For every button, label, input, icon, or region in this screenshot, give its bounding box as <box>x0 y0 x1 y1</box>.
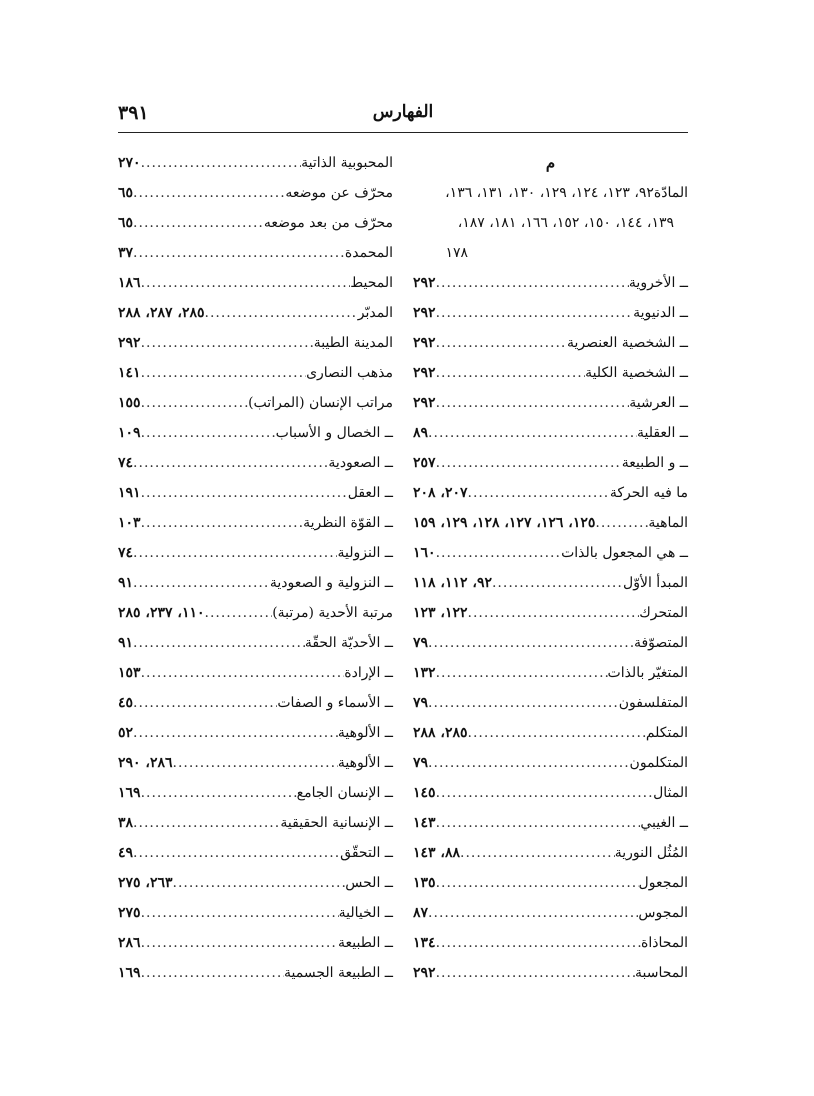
page-references: ١٨٦ <box>118 275 141 291</box>
index-term: ــ الألوهية <box>337 755 393 771</box>
index-entry <box>413 838 688 868</box>
index-term: المتكلمون <box>629 755 688 771</box>
dot-leader <box>205 598 273 628</box>
index-entry <box>413 778 688 808</box>
index-term: ــ الطبيعة الجسمية <box>284 965 393 981</box>
index-entry <box>413 568 688 598</box>
index-term: ــ الألوهية <box>337 725 393 741</box>
dot-leader <box>141 388 249 418</box>
index-entry <box>118 208 393 238</box>
dot-leader <box>436 388 630 418</box>
dot-leader <box>428 748 630 778</box>
page-references: ٢٨٥، ٢٨٧، ٢٨٨ <box>118 305 205 321</box>
index-term: المدبّر <box>357 305 393 321</box>
index-entry <box>118 418 393 448</box>
index-term: محرّف من بعد موضعه <box>263 215 393 231</box>
page-references: ٧٤ <box>118 545 134 561</box>
dot-leader <box>133 178 285 208</box>
index-term: ــ العرشية <box>629 395 688 411</box>
dot-leader <box>133 568 270 598</box>
index-entry <box>413 598 688 628</box>
index-term: ــ الدنيوية <box>633 305 688 321</box>
dot-leader <box>428 418 637 448</box>
index-term: مذهب النصارى <box>306 365 393 381</box>
index-entry <box>413 268 688 298</box>
index-entry <box>118 928 393 958</box>
dot-leader <box>436 778 654 808</box>
index-entry <box>413 328 688 358</box>
index-entry <box>413 688 688 718</box>
index-entry <box>413 508 688 538</box>
index-entry <box>413 958 688 988</box>
index-term: ــ النزولية <box>337 545 393 561</box>
page-references: ١٤٣ <box>413 815 436 831</box>
index-entry <box>118 658 393 688</box>
index-entry <box>413 898 688 928</box>
page-references: ١٦٩ <box>118 785 141 801</box>
page-references: ٨٩ <box>413 425 429 441</box>
index-term: ما فيه الحركة <box>609 485 688 501</box>
index-term: ــ الأسماء و الصفات <box>277 695 393 711</box>
index-entry <box>118 388 393 418</box>
index-term: ــ القوّة النظرية <box>303 515 393 531</box>
page-references: ٧٩ <box>413 695 429 711</box>
page-references: ١٩١ <box>118 485 141 501</box>
dot-leader <box>436 358 586 388</box>
index-entry-continued-line-1: المادّة٩٢، ١٢٣، ١٢٤، ١٢٩، ١٣٠، ١٣١، ١٣٦، <box>445 185 688 201</box>
index-entry <box>118 178 393 208</box>
page-references: ٢٧٥ <box>118 905 141 921</box>
page-references: ٢٩٢ <box>413 395 436 411</box>
page-references: ١٣٢ <box>413 665 436 681</box>
dot-leader <box>133 718 338 748</box>
index-entry <box>118 508 393 538</box>
page-references: ١٢٥، ١٢٦، ١٢٧، ١٢٨، ١٢٩، ١٥٩ <box>413 515 596 531</box>
index-term: المبدأ الأوّل <box>623 575 688 591</box>
page-header <box>118 100 688 130</box>
index-term: المُثُل النورية <box>614 845 688 861</box>
page-references: ٧٩ <box>413 635 429 651</box>
page-references: ٩١ <box>118 575 134 591</box>
page-references: ٤٥ <box>118 695 134 711</box>
page-references: ٣٨ <box>118 815 134 831</box>
dot-leader <box>492 568 623 598</box>
index-term: مراتب الإنسان (المراتب) <box>248 395 393 411</box>
dot-leader <box>436 448 622 478</box>
index-entry <box>413 538 688 568</box>
index-term: المجوس <box>638 905 688 921</box>
index-term: المتصوّفة <box>633 635 688 651</box>
index-term: ــ الحس <box>345 875 393 891</box>
page-references: ٢٨٦، ٢٩٠ <box>118 755 173 771</box>
index-term: محرّف عن موضعه <box>285 185 393 201</box>
page-references: ١٦٠ <box>413 545 436 561</box>
dot-leader <box>133 688 277 718</box>
page-references: ٢٩٢ <box>413 305 436 321</box>
index-column-right <box>413 148 688 988</box>
index-term: ــ العقلية <box>636 425 688 441</box>
dot-leader <box>173 748 338 778</box>
page-references: ٦٥ <box>118 215 134 231</box>
page-references: ١٤١ <box>118 365 141 381</box>
dot-leader <box>141 148 302 178</box>
page-references: ٢٩٢ <box>413 965 436 981</box>
page-references: ٢٩٢ <box>413 275 436 291</box>
dot-leader <box>141 658 345 688</box>
dot-leader <box>428 688 619 718</box>
index-term: مرتبة الأحدية (مرتبة) <box>272 605 393 621</box>
index-entry-continued-line-2: ١٣٩، ١٤٤، ١٥٠، ١٥٢، ١٦٦، ١٨١، ١٨٧، <box>457 215 674 231</box>
dot-leader <box>468 478 610 508</box>
index-entry <box>413 748 688 778</box>
index-term: ــ الطبيعة <box>337 935 393 951</box>
index-term: ــ الأخروية <box>628 275 688 291</box>
index-entry <box>413 298 688 328</box>
dot-leader <box>436 298 634 328</box>
dot-leader <box>460 838 615 868</box>
index-term: ــ الصعودية <box>328 455 393 471</box>
section-letter: م <box>545 154 556 172</box>
index-term: الماهية <box>648 515 688 531</box>
index-term: ــ الإرادة <box>344 665 393 681</box>
page-references: ٢٥٧ <box>413 455 436 471</box>
index-term: ــ الشخصية العنصرية <box>566 335 688 351</box>
index-term: المحاسبة <box>634 965 688 981</box>
dot-leader <box>133 808 280 838</box>
dot-leader <box>205 298 358 328</box>
index-term: المدينة الطيبة <box>313 335 393 351</box>
index-entry <box>118 688 393 718</box>
index-term: ــ الخيالية <box>338 905 393 921</box>
index-entry <box>118 958 393 988</box>
index-term: المثال <box>653 785 688 801</box>
page-references: ٣٧ <box>118 245 134 261</box>
page-references: ٧٩ <box>413 755 429 771</box>
index-entry <box>413 418 688 448</box>
index-term: المتغيّر بالذات <box>607 665 688 681</box>
index-term: المحيط <box>350 275 393 291</box>
index-entry <box>118 538 393 568</box>
page-references: ١٢٢، ١٢٣ <box>413 605 468 621</box>
index-entry <box>118 748 393 778</box>
index-term: ــ الغيبي <box>640 815 688 831</box>
index-term: المحبوبية الذاتية <box>301 155 393 171</box>
dot-leader <box>141 778 297 808</box>
page-number: ٣٩١ <box>118 102 149 124</box>
page-references: ٢٨٥، ٢٨٨ <box>413 725 468 741</box>
running-title: الفهارس <box>372 102 434 122</box>
index-term: ــ و الطبيعة <box>621 455 688 471</box>
index-entry <box>118 838 393 868</box>
index-entry <box>118 148 393 178</box>
dot-leader <box>436 268 629 298</box>
index-term: المتحرك <box>639 605 688 621</box>
index-term: المتكلم <box>645 725 688 741</box>
index-entry <box>413 448 688 478</box>
dot-leader <box>428 628 634 658</box>
page-references: ٢٧٠ <box>118 155 141 171</box>
page-references: ١٦٩ <box>118 965 141 981</box>
page-references: ٢٩٢ <box>413 335 436 351</box>
dot-leader <box>436 808 641 838</box>
page-references: ١٠٩ <box>118 425 141 441</box>
dot-leader <box>141 418 276 448</box>
index-entry <box>118 238 393 268</box>
page-references: ٢٩٢ <box>118 335 141 351</box>
dot-leader <box>133 208 264 238</box>
index-term: ــ الإنسان الجامع <box>296 785 393 801</box>
index-entries-right <box>413 268 688 988</box>
index-entry <box>413 868 688 898</box>
index-entry <box>118 268 393 298</box>
index-term: ــ الأحديّة الحقّة <box>304 635 393 651</box>
dot-leader <box>436 868 639 898</box>
index-entry <box>413 718 688 748</box>
dot-leader <box>141 478 348 508</box>
index-entry <box>118 448 393 478</box>
index-term: ــ الإنسانية الحقيقية <box>280 815 393 831</box>
page-references: ٩١ <box>118 635 134 651</box>
page-references: ٢٩٢ <box>413 365 436 381</box>
dot-leader <box>141 328 314 358</box>
page-references: ١٣٤ <box>413 935 436 951</box>
page-references: ١١٠، ٢٣٧، ٢٨٥ <box>118 605 205 621</box>
dot-leader <box>468 598 640 628</box>
dot-leader <box>436 538 562 568</box>
dot-leader <box>141 958 284 988</box>
dot-leader <box>141 898 339 928</box>
index-column-left <box>118 148 393 988</box>
index-entry <box>413 358 688 388</box>
page-references: ١٠٣ <box>118 515 141 531</box>
dot-leader <box>141 928 338 958</box>
index-term: المتفلسفون <box>618 695 688 711</box>
index-term: المجعول <box>638 875 688 891</box>
page-references: ١٤٥ <box>413 785 436 801</box>
page-references: ٥٢ <box>118 725 134 741</box>
dot-leader <box>436 928 641 958</box>
index-entry <box>413 808 688 838</box>
page-references: ٢٦٣، ٢٧٥ <box>118 875 173 891</box>
index-entry <box>413 628 688 658</box>
dot-leader <box>141 268 351 298</box>
index-entry <box>118 778 393 808</box>
index-entry <box>118 358 393 388</box>
index-term: المحاذاة <box>640 935 688 951</box>
dot-leader <box>141 358 307 388</box>
index-entry <box>118 478 393 508</box>
index-entry <box>118 868 393 898</box>
index-term: ــ هي المجعول بالذات <box>561 545 688 561</box>
index-entry <box>413 928 688 958</box>
index-entry <box>118 898 393 928</box>
page-references: ٢٨٦ <box>118 935 141 951</box>
dot-leader <box>436 328 567 358</box>
index-entry <box>118 628 393 658</box>
index-entry <box>118 718 393 748</box>
page-references: ١٥٣ <box>118 665 141 681</box>
index-entry <box>118 568 393 598</box>
page-references: ٧٤ <box>118 455 134 471</box>
index-entry-continued-line-3: ١٧٨ <box>445 245 468 261</box>
index-term: ــ النزولية و الصعودية <box>269 575 393 591</box>
index-entry <box>118 598 393 628</box>
index-entry <box>413 658 688 688</box>
index-entry <box>413 388 688 418</box>
index-term: المحمدة <box>344 245 393 261</box>
page-references: ٨٧ <box>413 905 429 921</box>
index-entry <box>118 328 393 358</box>
index-entry <box>118 808 393 838</box>
index-entry <box>118 298 393 328</box>
dot-leader <box>133 448 328 478</box>
index-term: ــ العقل <box>347 485 393 501</box>
index-term: ــ الشخصية الكلية <box>585 365 688 381</box>
page-references: ٢٠٧، ٢٠٨ <box>413 485 468 501</box>
dot-leader <box>133 628 305 658</box>
index-term: ــ التحقّق <box>340 845 393 861</box>
index-entries-left <box>118 148 393 988</box>
page-references: ٨٨، ١٤٣ <box>413 845 461 861</box>
dot-leader <box>133 838 340 868</box>
dot-leader <box>595 508 648 538</box>
page-references: ٦٥ <box>118 185 134 201</box>
index-term: ــ الخصال و الأسباب <box>275 425 393 441</box>
page-references: ١٥٥ <box>118 395 141 411</box>
dot-leader <box>133 538 337 568</box>
page-references: ٩٢، ١١٢، ١١٨ <box>413 575 492 591</box>
dot-leader <box>468 718 646 748</box>
dot-leader <box>141 508 304 538</box>
page-references: ٤٩ <box>118 845 134 861</box>
header-rule <box>118 132 688 133</box>
dot-leader <box>173 868 346 898</box>
dot-leader <box>436 658 608 688</box>
dot-leader <box>133 238 345 268</box>
page-references: ١٣٥ <box>413 875 436 891</box>
index-entry <box>413 478 688 508</box>
dot-leader <box>436 958 635 988</box>
dot-leader <box>428 898 638 928</box>
